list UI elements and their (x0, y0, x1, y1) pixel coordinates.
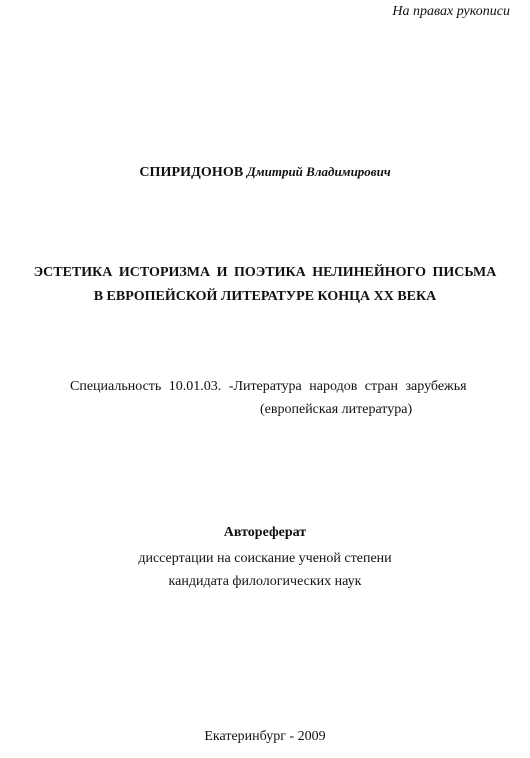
author-given-names: Дмитрий Владимирович (246, 164, 391, 179)
title-line-1: ЭСТЕТИКА ИСТОРИЗМА И ПОЭТИКА НЕЛИНЕЙНОГО ПИСЬМА (33, 265, 497, 280)
rights-note: На правах рукописи (392, 4, 510, 19)
place-year: Екатеринбург - 2009 (204, 729, 326, 744)
document-description-line-2: кандидата филологических наук (168, 574, 362, 589)
document-description-line-1: диссертации на соискание ученой степени (138, 551, 392, 566)
title-line-2: В ЕВРОПЕЙСКОЙ ЛИТЕРАТУРЕ КОНЦА XX ВЕКА (93, 289, 437, 304)
specialty-subline: (европейская литература) (260, 402, 413, 417)
specialty-line: Специальность 10.01.03. -Литература народов стран зарубежья (70, 379, 467, 394)
author-name (0, 164, 530, 181)
author-surname: СПИРИДОНОВ (139, 165, 244, 180)
document-type: Автореферат (223, 525, 307, 540)
